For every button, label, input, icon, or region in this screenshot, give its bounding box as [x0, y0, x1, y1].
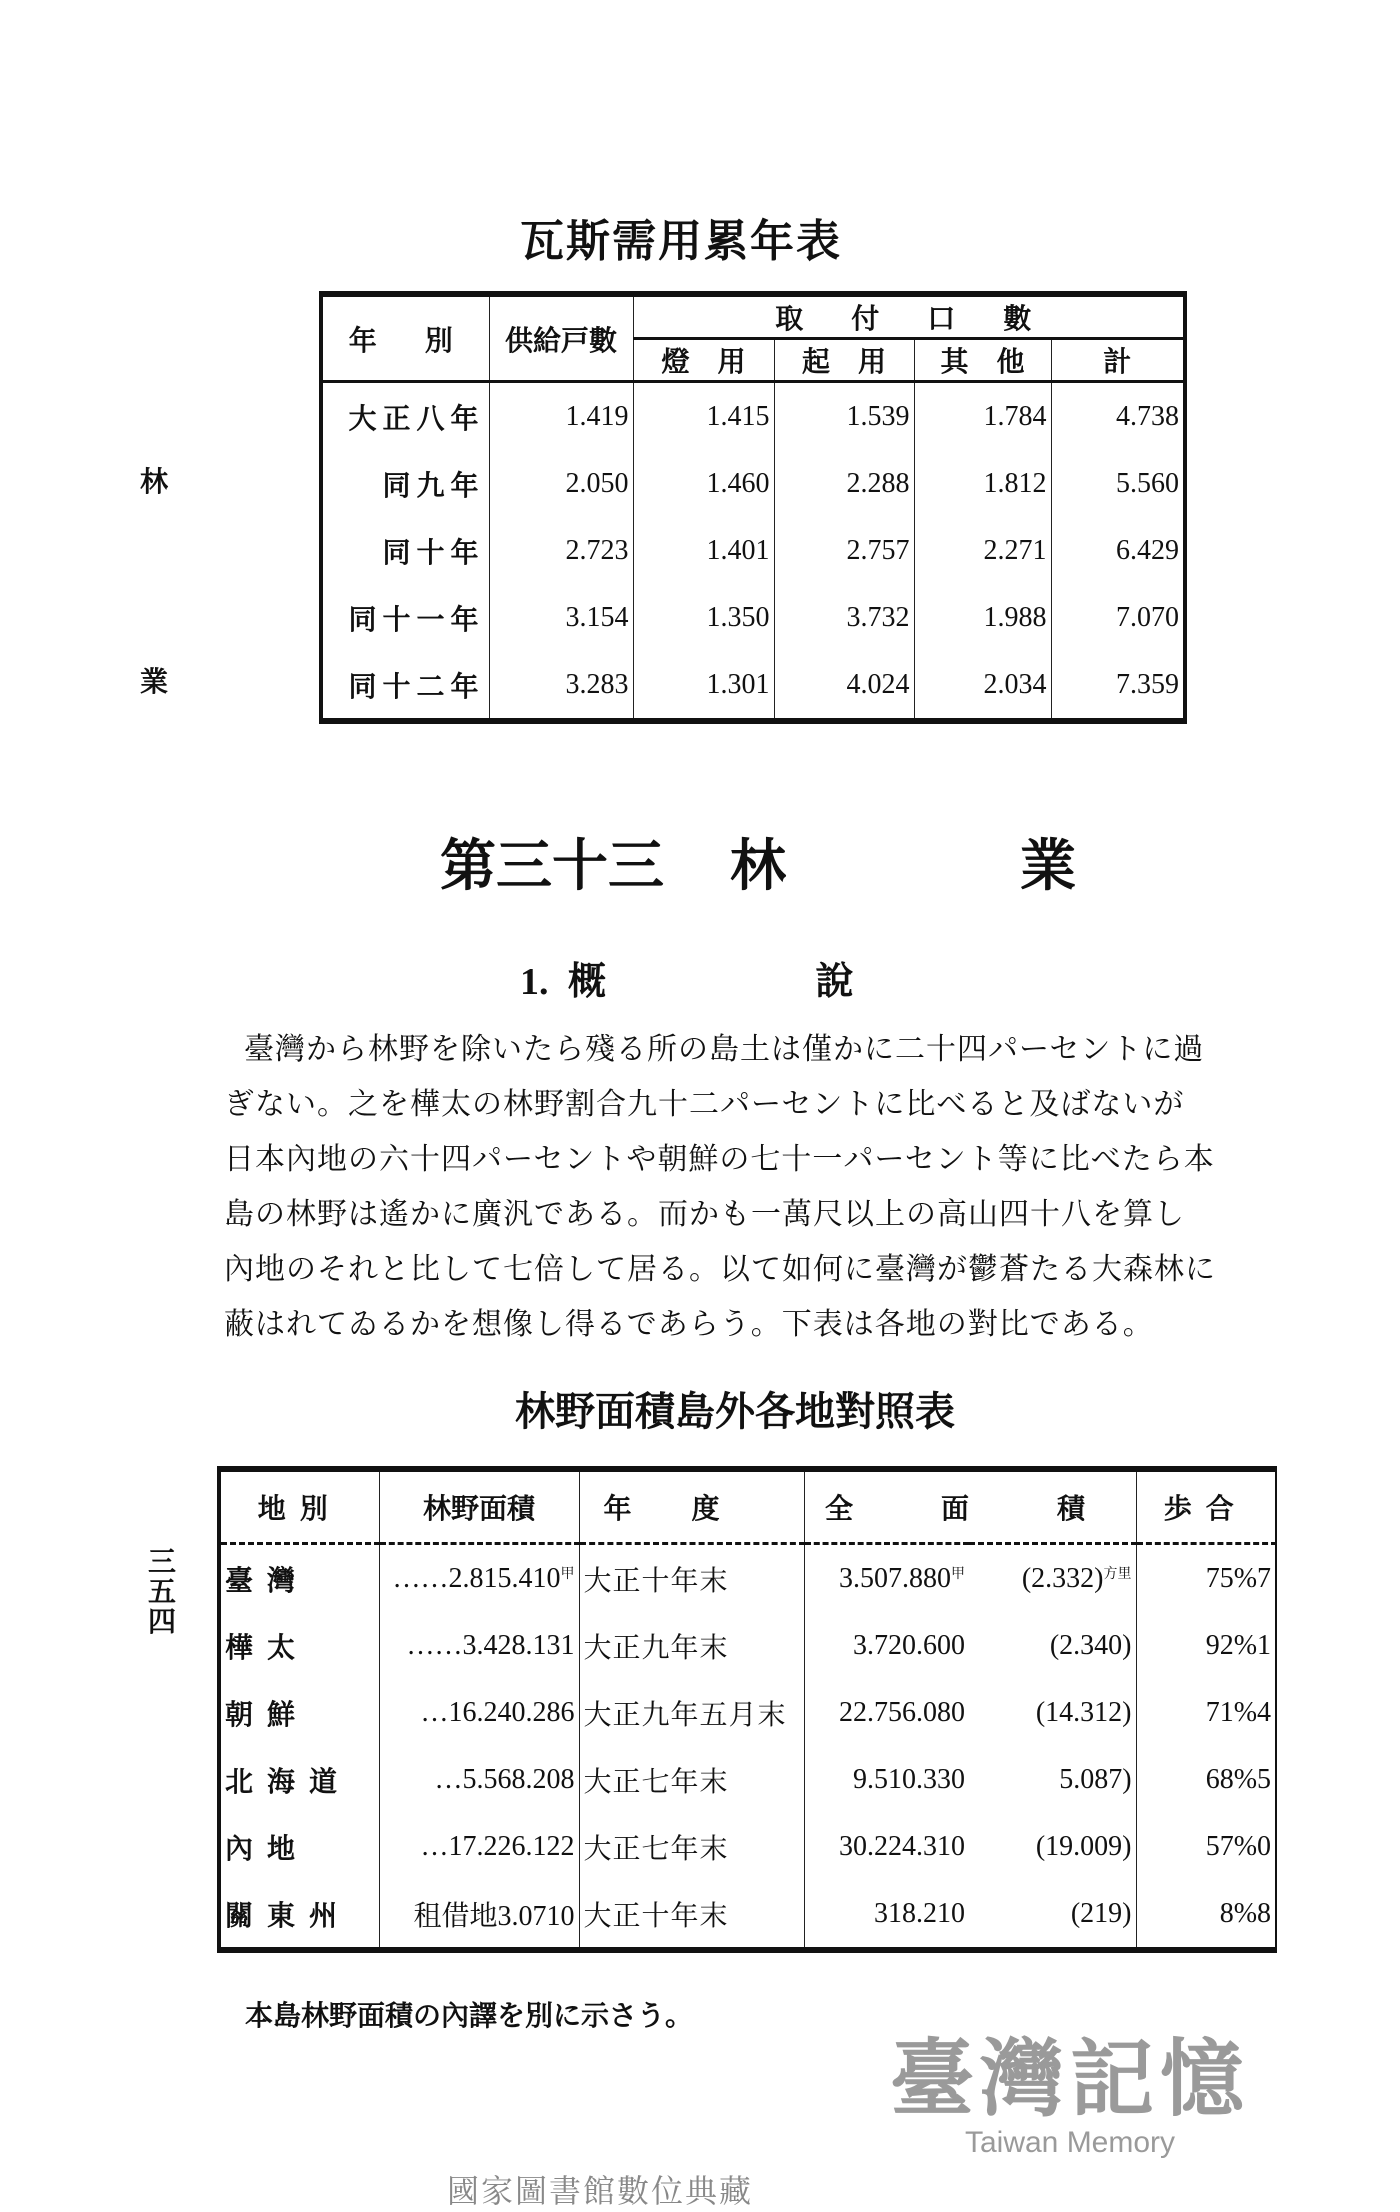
header-year: 年度	[579, 1469, 804, 1544]
square-ri-cell: (2.340)	[1049, 1629, 1132, 1661]
cell: 1.988	[914, 584, 1051, 651]
region-cell: 朝鮮	[225, 1699, 310, 1731]
cell: 1.812	[914, 450, 1051, 517]
header-households: 供給戸數	[489, 294, 633, 382]
header-outlets: 取 付 口 數	[633, 294, 1185, 339]
section-number: 1.	[520, 961, 549, 1003]
year-cell: 大正九年五月末	[579, 1679, 804, 1746]
cell: 4.738	[1051, 382, 1185, 451]
gas-table-title: 瓦斯需用累年表	[520, 217, 842, 266]
watermark-en: Taiwan Memory	[964, 2126, 1176, 2159]
total-area-cell: 318.210	[804, 1880, 969, 1950]
footnote: 本島林野面積の內譯を別に示さう。	[245, 2001, 694, 2032]
total-area-cell: 22.756.080	[804, 1679, 969, 1746]
cell: 4.024	[774, 651, 914, 721]
cell: 1.419	[489, 382, 633, 451]
ratio-cell: 92%1	[1136, 1612, 1276, 1679]
cell: 2.757	[774, 517, 914, 584]
ratio-cell: 8%8	[1136, 1880, 1276, 1950]
header-total: 計	[1051, 339, 1185, 382]
region-cell: 內地	[225, 1833, 310, 1865]
table-row	[219, 1612, 1276, 1679]
square-ri-cell: (14.312)	[1035, 1696, 1132, 1728]
unit-label: 甲	[951, 1566, 965, 1582]
year-cell: 大正十年末	[579, 1544, 804, 1613]
paragraph-line: 日本內地の六十四パーセントや朝鮮の七十一パーセント等に比べたら本	[224, 1143, 1215, 1176]
year-cell: 大正十年末	[579, 1880, 804, 1950]
total-area-cell: 9.510.330	[804, 1746, 969, 1813]
forest-area-cell: …17.226.122	[379, 1813, 579, 1880]
header-lighting: 燈 用	[633, 339, 774, 382]
chapter-number: 第三十三	[440, 836, 664, 898]
section-heading	[520, 950, 854, 1005]
cell: 1.301	[633, 651, 774, 721]
table-row	[321, 382, 1185, 451]
chapter-title-b: 業	[1020, 836, 1076, 898]
gas-usage-table	[319, 291, 1187, 724]
table-row	[321, 517, 1185, 584]
year-cell: 同十二年	[348, 671, 485, 703]
table-row	[219, 1679, 1276, 1746]
cell: 7.359	[1051, 651, 1185, 721]
cell: 7.070	[1051, 584, 1185, 651]
cell: 2.723	[489, 517, 633, 584]
region-cell: 關東州	[225, 1900, 352, 1932]
square-ri-cell: (19.009)	[1035, 1830, 1132, 1862]
cell: 1.401	[633, 517, 774, 584]
forest-area-cell: ……3.428.131	[379, 1612, 579, 1679]
section-title-a: 概	[568, 961, 607, 1003]
paragraph-line: ぎない。之を樺太の林野割合九十二パーセントに比べると及ばないが	[224, 1088, 1185, 1121]
square-ri-cell: (219)	[1070, 1897, 1132, 1929]
chapter-heading	[440, 822, 1080, 898]
table-row	[219, 1544, 1276, 1613]
chapter-title-a: 林	[730, 836, 786, 898]
cell: 3.283	[489, 651, 633, 721]
header-ratio: 歩合	[1136, 1469, 1276, 1544]
year-cell: 同十年	[382, 537, 485, 569]
paragraph-line: 島の林野は遙かに廣汎である。而かも一萬尺以上の高山四十八を算し	[224, 1198, 1185, 1231]
watermark	[880, 2036, 1260, 2160]
cell: 1.539	[774, 382, 914, 451]
ratio-cell: 57%0	[1136, 1813, 1276, 1880]
header-forest-area: 林野面積	[379, 1469, 579, 1544]
side-label-2: 業	[140, 667, 169, 698]
cell: 2.050	[489, 450, 633, 517]
forest-area-table	[217, 1466, 1277, 1953]
table-row	[219, 1813, 1276, 1880]
region-cell: 北海道	[225, 1766, 352, 1798]
ratio-cell: 71%4	[1136, 1679, 1276, 1746]
cell: 1.784	[914, 382, 1051, 451]
year-cell: 同九年	[382, 470, 485, 502]
year-cell: 大正七年末	[579, 1746, 804, 1813]
paragraph-line: 內地のそれと比して七倍して居る。以て如何に臺灣が鬱蒼たる大森林に	[224, 1253, 1216, 1286]
cell: 2.034	[914, 651, 1051, 721]
cell: 3.732	[774, 584, 914, 651]
cell: 2.271	[914, 517, 1051, 584]
paragraph-line: 蔽はれてゐるかを想像し得るであらう。下表は各地の對比である。	[224, 1308, 1154, 1341]
ratio-cell: 68%5	[1136, 1746, 1276, 1813]
table-row	[219, 1880, 1276, 1950]
paragraph-line: 臺灣から林野を除いたら殘る所の島土は僅かに二十四パーセントに過	[244, 1033, 1205, 1066]
cell: 1.350	[633, 584, 774, 651]
watermark-cn: 臺灣記憶	[889, 2034, 1250, 2127]
body-paragraph	[224, 1022, 1284, 1352]
table-row	[321, 450, 1185, 517]
square-ri-cell: 5.087)	[1059, 1763, 1132, 1795]
header-region: 地別	[219, 1469, 379, 1544]
forest-area-cell: $\dots\dots 2.815.410^甲$	[379, 1544, 579, 1613]
table-row	[321, 584, 1185, 651]
forest-table-title: 林野面積島外各地對照表	[515, 1389, 955, 1434]
ratio-cell: 75%7	[1136, 1544, 1276, 1613]
footer-credit: 國家圖書館數位典藏	[446, 2173, 753, 2209]
cell: 6.429	[1051, 517, 1185, 584]
year-cell: 同十一年	[348, 604, 485, 636]
year-cell: 大正九年末	[579, 1612, 804, 1679]
total-area-cell: 3.720.600	[804, 1612, 969, 1679]
header-total-area: 全 面 積	[804, 1469, 1136, 1544]
cell: 5.560	[1051, 450, 1185, 517]
table-row	[321, 651, 1185, 721]
forest-area-cell: …16.240.286	[379, 1679, 579, 1746]
cell: 2.288	[774, 450, 914, 517]
cell: 1.460	[633, 450, 774, 517]
year-cell: 大正八年	[348, 403, 485, 435]
region-cell: 樺太	[225, 1632, 310, 1664]
cell: 3.154	[489, 584, 633, 651]
table-row	[219, 1746, 1276, 1813]
cell: 1.415	[633, 382, 774, 451]
total-area-cell: $3.507.880^甲$	[804, 1544, 969, 1613]
header-year: 年 別	[321, 294, 489, 382]
header-power: 起 用	[774, 339, 914, 382]
page-number: 三五四	[147, 1547, 176, 1638]
region-cell: 臺灣	[225, 1565, 310, 1597]
unit-label: 甲	[560, 1566, 575, 1582]
header-other: 其 他	[914, 339, 1051, 382]
side-label-1: 林	[140, 467, 169, 498]
forest-area-cell: 租借地3.0710	[379, 1880, 579, 1950]
square-ri-cell: $(2.332)^{方里}$	[1021, 1562, 1132, 1594]
section-title-b: 說	[815, 961, 854, 1003]
unit-label: 方里	[1103, 1566, 1132, 1582]
year-cell: 大正七年末	[579, 1813, 804, 1880]
forest-area-cell: …5.568.208	[379, 1746, 579, 1813]
total-area-cell: 30.224.310	[804, 1813, 969, 1880]
